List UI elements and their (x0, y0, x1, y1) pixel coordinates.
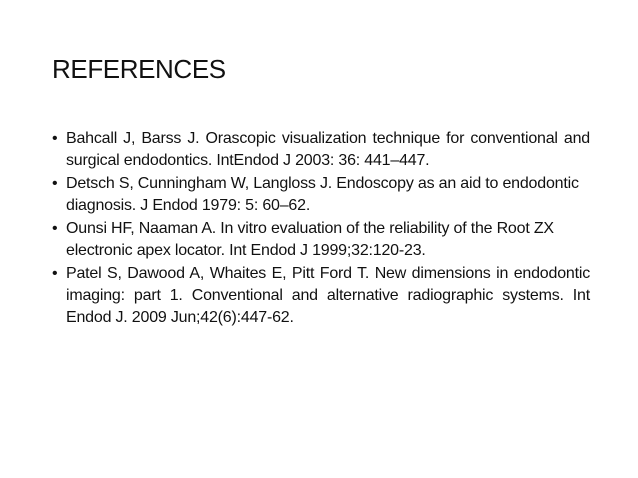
reference-item-4 (52, 263, 590, 329)
bullet-icon: • (52, 265, 58, 282)
reference-item-2 (52, 173, 590, 217)
reference-item-3 (52, 218, 590, 262)
bullet-icon: • (52, 130, 58, 147)
bullet-icon: • (52, 220, 58, 237)
reference-text-3: Ounsi HF, Naaman A. In vitro evaluation of the reliability of the Root ZX electronic apex locator. Int Endod J 1999;32:120-23. (66, 220, 554, 259)
slide-title: REFERENCES (52, 54, 226, 84)
bullet-icon: • (52, 175, 58, 192)
reference-text-2: Detsch S, Cunningham W, Langloss J. Endoscopy as an aid to endodontic diagnosis. J Endod 1979: 5: 60–62. (66, 175, 579, 214)
reference-item-1 (52, 128, 590, 172)
reference-text-4: Patel S, Dawood A, Whaites E, Pitt Ford T. New dimensions in endodontic imaging: part 1. Conventional and alternative radiographic systems. Int Endod J. 2009 Jun;42(6):447-62. (66, 265, 590, 326)
reference-list (52, 128, 590, 330)
reference-text-1: Bahcall J, Barss J. Orascopic visualization technique for conventional and surgical endodontics. IntEndod J 2003: 36: 441–447. (66, 130, 590, 169)
